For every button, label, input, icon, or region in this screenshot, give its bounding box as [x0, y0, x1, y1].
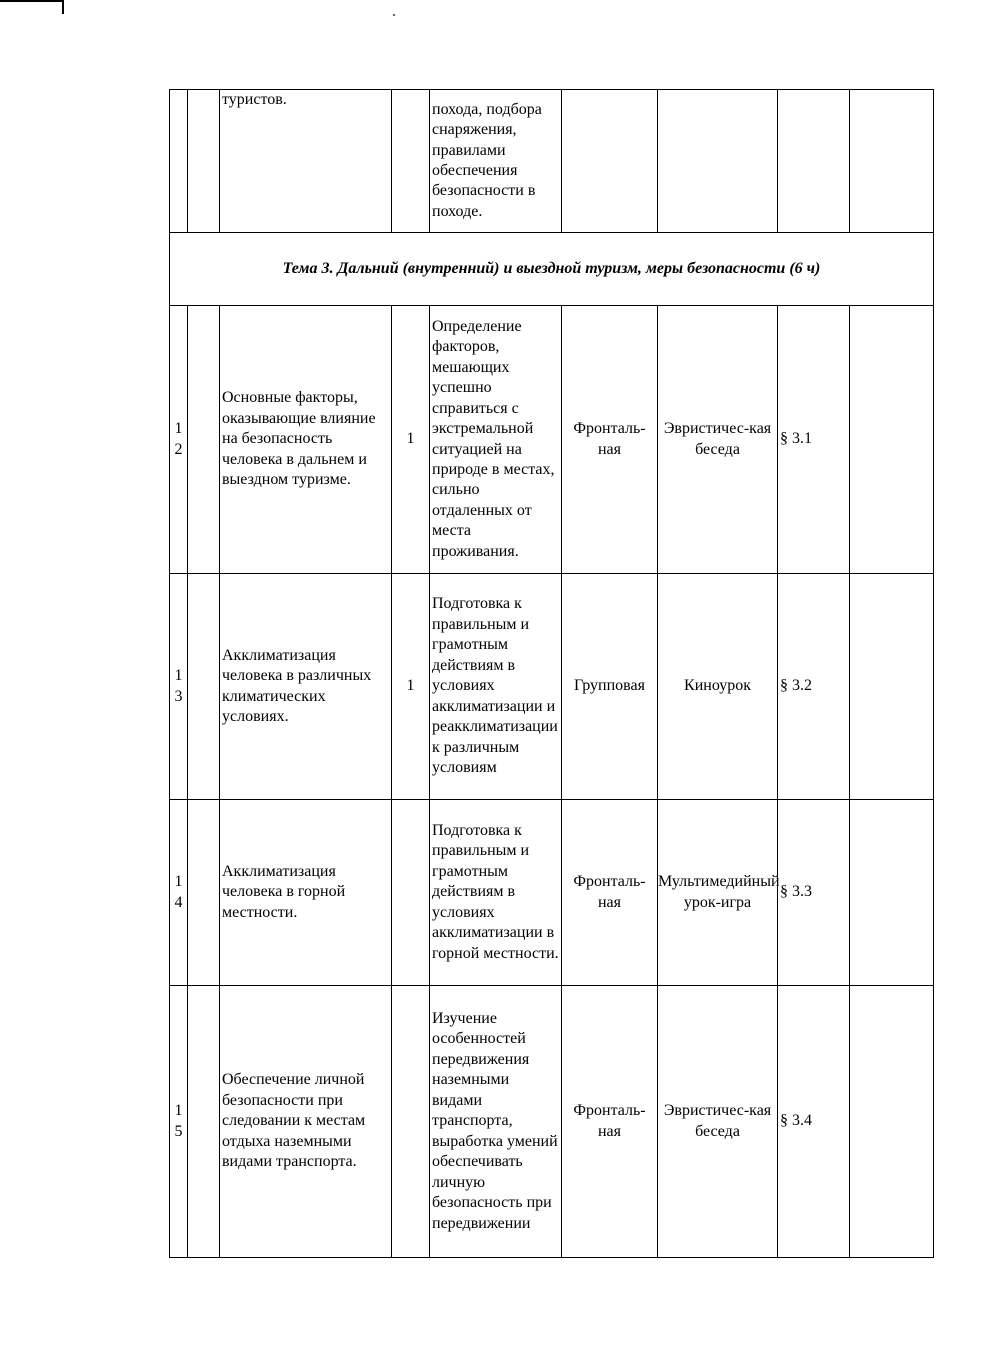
content-cell: Подготовка к правильным и грамотным действиям в условиях акклиматизации и реакклиматизации к различным условиям — [430, 574, 562, 800]
lesson-plan-table — [169, 89, 934, 1258]
type-cell: Эвристичес-кая беседа — [658, 306, 778, 574]
notes-cell — [850, 800, 934, 986]
lesson-row — [170, 986, 934, 1258]
lesson-number: 1 4 — [170, 800, 188, 986]
form-cell: Фронталь-ная — [562, 306, 658, 574]
content-cell: Изучение особенностей передвижения наземными видами транспорта, выработка умений обеспечивать личную безопасность при передвижении — [430, 986, 562, 1258]
theme-header: Тема 3. Дальний (внутренний) и выездной туризм, меры безопасности (6 ч) — [170, 233, 934, 306]
paragraph-cell: § 3.3 — [778, 800, 850, 986]
hours-cell: 1 — [392, 306, 430, 574]
content-cell: Подготовка к правильным и грамотным действиям в условиях акклиматизации в горной местности. — [430, 800, 562, 986]
continuation-row — [170, 90, 934, 233]
paragraph-cell: § 3.4 — [778, 986, 850, 1258]
form-cell: Фронталь-ная — [562, 986, 658, 1258]
lesson-number: 1 3 — [170, 574, 188, 800]
cell-num — [170, 90, 188, 233]
notes-cell — [850, 574, 934, 800]
theme-row — [170, 233, 934, 306]
paragraph-cell: § 3.2 — [778, 574, 850, 800]
topic-cell: Акклиматизация человека в различных климатических условиях. — [220, 574, 392, 800]
content-cell: Определение факторов, мешающих успешно справиться с экстремальной ситуацией на природе в местах, сильно отдаленных от места проживания. — [430, 306, 562, 574]
cell-date — [188, 90, 220, 233]
topic-cell: Основные факторы, оказывающие влияние на безопасность человека в дальнем и выездном туризме. — [220, 306, 392, 574]
form-cell: Групповая — [562, 574, 658, 800]
hours-cell — [392, 800, 430, 986]
notes-cell — [850, 986, 934, 1258]
scan-edge-mark — [0, 0, 64, 14]
notes-cell — [850, 90, 934, 233]
topic-cell: Акклиматизация человека в горной местности. — [220, 800, 392, 986]
type-cell — [658, 90, 778, 233]
content-cell: похода, подбора снаряжения, правилами обеспечения безопасности в походе. — [430, 90, 562, 233]
hours-cell — [392, 986, 430, 1258]
type-cell: Эвристичес-кая беседа — [658, 986, 778, 1258]
scan-speck — [393, 14, 395, 16]
form-cell: Фронталь-ная — [562, 800, 658, 986]
topic-cell: Обеспечение личной безопасности при следовании к местам отдыха наземными видами транспорта. — [220, 986, 392, 1258]
cell-date — [188, 986, 220, 1258]
cell-date — [188, 800, 220, 986]
paragraph-cell: § 3.1 — [778, 306, 850, 574]
hours-cell — [392, 90, 430, 233]
lesson-row — [170, 306, 934, 574]
cell-date — [188, 306, 220, 574]
type-cell: Киноурок — [658, 574, 778, 800]
lesson-row — [170, 574, 934, 800]
topic-cell: туристов. — [220, 90, 392, 233]
form-cell — [562, 90, 658, 233]
paragraph-cell — [778, 90, 850, 233]
lesson-row — [170, 800, 934, 986]
hours-cell: 1 — [392, 574, 430, 800]
notes-cell — [850, 306, 934, 574]
lesson-number: 1 2 — [170, 306, 188, 574]
cell-date — [188, 574, 220, 800]
lesson-number: 1 5 — [170, 986, 188, 1258]
type-cell: Мультимедийный урок-игра — [658, 800, 778, 986]
